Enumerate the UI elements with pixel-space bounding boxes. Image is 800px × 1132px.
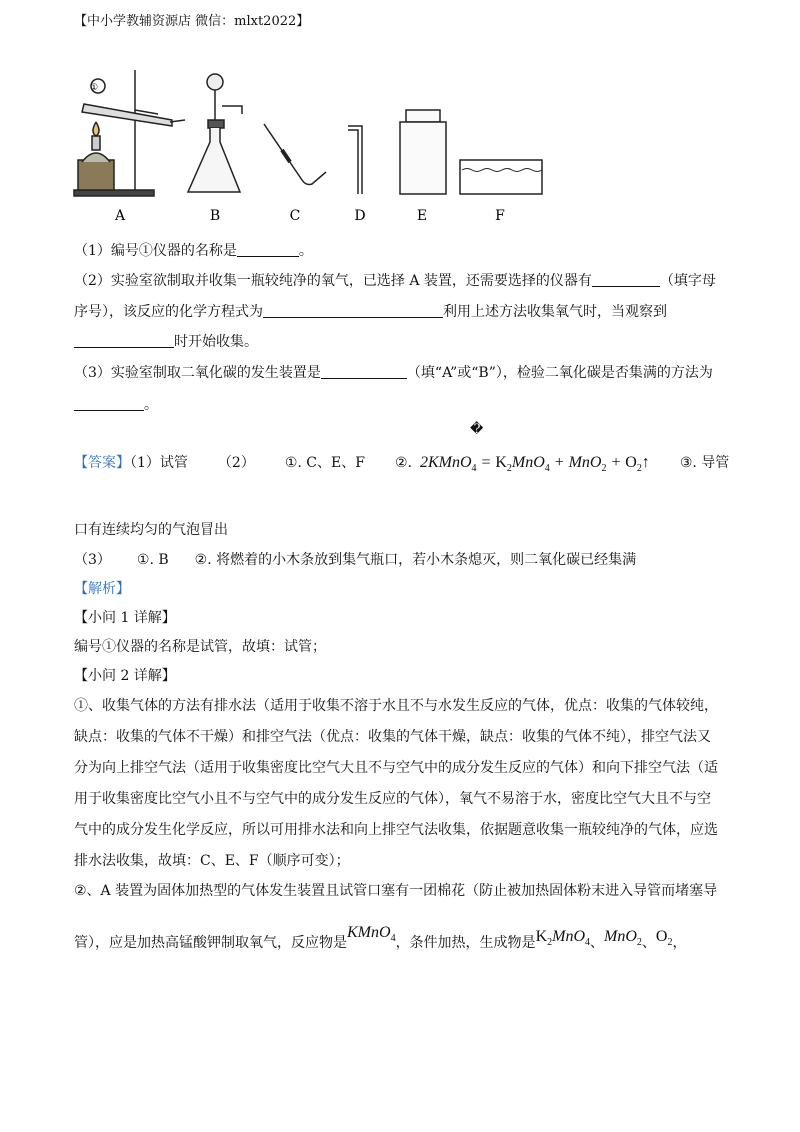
answer-line-3 <box>74 549 636 569</box>
answer-part-2c: ③. 导管 <box>679 455 730 471</box>
formula-k2mno4: $K_2MnO_4$ <box>535 928 591 949</box>
label-f: F <box>495 208 505 224</box>
answer-line-1 <box>74 452 729 474</box>
end-comma: ， <box>672 935 687 951</box>
section-1-body: 编号①仪器的名称是试管，故填：试管； <box>74 639 326 655</box>
para1-line-4: 用于收集密度比空气小且不与空气中的成分发生反应的气体），氧气不易溶于水，密度比空气大且不与空 <box>74 791 711 807</box>
apparatus-f <box>460 160 542 194</box>
label-e: E <box>416 208 428 224</box>
q3-blank-1 <box>321 364 407 379</box>
q3-line1-end: （填“A”或“B”），检验二氧化碳是否集满的方法为 <box>406 365 713 381</box>
q2-line1: （2）实验室欲制取并收集一瓶较纯净的氧气，已选择 A 装置，还需要选择的仪器有 <box>74 273 592 289</box>
answer-part-3: （3） <box>74 552 111 568</box>
q3-blank-2 <box>74 396 144 411</box>
para2-text-b: ，条件加热，生成物是 <box>395 935 536 951</box>
para1-line-1: ①、收集气体的方法有排水法（适用于收集不溶于水且不与水发生反应的气体，优点：收集的气体较纯， <box>74 698 718 714</box>
para1-line-5: 气中的成分发生化学反应，所以可用排水法和向上排空气法收集，依据题意收集一瓶较纯净的气体，应选 <box>74 822 718 838</box>
separator-1: 、 <box>590 935 605 951</box>
question-3-line-1 <box>74 362 713 382</box>
answer-part-2b: ②. <box>394 455 412 471</box>
answer-part-3b: ②. 将燃着的小木条放到集气瓶口，若小木条熄灭，则二氧化碳已经集满 <box>194 552 637 568</box>
question-1 <box>74 240 313 260</box>
q1-end: 。 <box>298 243 313 259</box>
q2-blank-1 <box>592 272 660 287</box>
q2-line1-end: （填字母 <box>659 273 716 289</box>
analysis-tag: 【解析】 <box>74 581 130 597</box>
q2-line2-end: 利用上述方法收集氧气时，当观察到 <box>443 304 667 320</box>
section-1-title: 【小问 1 详解】 <box>74 610 176 626</box>
answer-part-2a: ①. C、E、F <box>284 455 365 471</box>
apparatus-figure <box>70 62 560 230</box>
para1-line-3: 分为向上排空气法（适用于收集密度比空气大且不与空气中的成分发生反应的气体）和向下排空气法（适 <box>74 760 718 776</box>
page-header: 【中小学教辅资源店 微信：mlxt2022】 <box>74 14 310 29</box>
question-2-line-2 <box>74 301 667 321</box>
label-d: D <box>354 208 366 224</box>
formula-kmno4: KMnO$_4$ <box>347 924 396 945</box>
q2-line2: 序号），该反应的化学方程式为 <box>74 304 263 320</box>
q2-blank-3 <box>74 333 174 348</box>
label-c: C <box>289 208 301 224</box>
answer-part-1: （1）试管 <box>130 455 188 471</box>
para1-line-2: 缺点：收集的气体不干燥）和排空气法（优点：收集的气体干燥，缺点：收集的气体不纯），排空气法又 <box>74 729 711 745</box>
answer-line-2: 口有连续均匀的气泡冒出 <box>74 522 228 538</box>
question-2-line-3 <box>74 331 258 351</box>
apparatus-c <box>264 124 326 185</box>
q2-line3-end: 时开始收集。 <box>174 334 258 350</box>
para1-line-6: 排水法收集，故填：C、E、F（顺序可变）； <box>74 853 350 869</box>
para2-line-1: ②、A 装置为固体加热型的气体发生装置且试管口塞有一团棉花（防止被加热固体粉末进入导管而堵塞导 <box>74 883 718 899</box>
marker-1: ① <box>89 83 99 93</box>
heat-mark: � <box>470 422 484 437</box>
answer-part-2: （2） <box>217 455 255 471</box>
label-b: B <box>209 208 221 224</box>
q1-text: （1）编号①仪器的名称是 <box>74 243 237 259</box>
para2-line-2 <box>74 924 687 954</box>
apparatus-e <box>400 110 446 194</box>
separator-2: 、 <box>641 935 656 951</box>
formula-mno2: MnO$_2$ <box>604 928 642 949</box>
question-3-line-2 <box>74 394 158 414</box>
answer-tag: 【答案】 <box>74 455 130 471</box>
apparatus-b <box>188 74 242 192</box>
q2-blank-2 <box>263 303 443 318</box>
question-2-line-1 <box>74 270 716 290</box>
formula-o2: $O_2$ <box>655 928 673 949</box>
answer-part-3a: ①. B <box>136 552 169 568</box>
section-2-title: 【小问 2 详解】 <box>74 668 176 684</box>
q3-line1: （3）实验室制取二氧化碳的发生装置是 <box>74 365 321 381</box>
equation-kmno4-decomposition: 2KMnO$_4$ = $K_2MnO_4 + MnO_2$ + $O_2↑$ <box>419 454 650 475</box>
q3-line2-end: 。 <box>144 397 158 413</box>
q1-blank <box>237 242 299 257</box>
para2-text-a: 管），应是加热高锰酸钾制取氧气，反应物是 <box>74 935 347 951</box>
label-a: A <box>114 208 126 224</box>
apparatus-d <box>348 126 362 194</box>
